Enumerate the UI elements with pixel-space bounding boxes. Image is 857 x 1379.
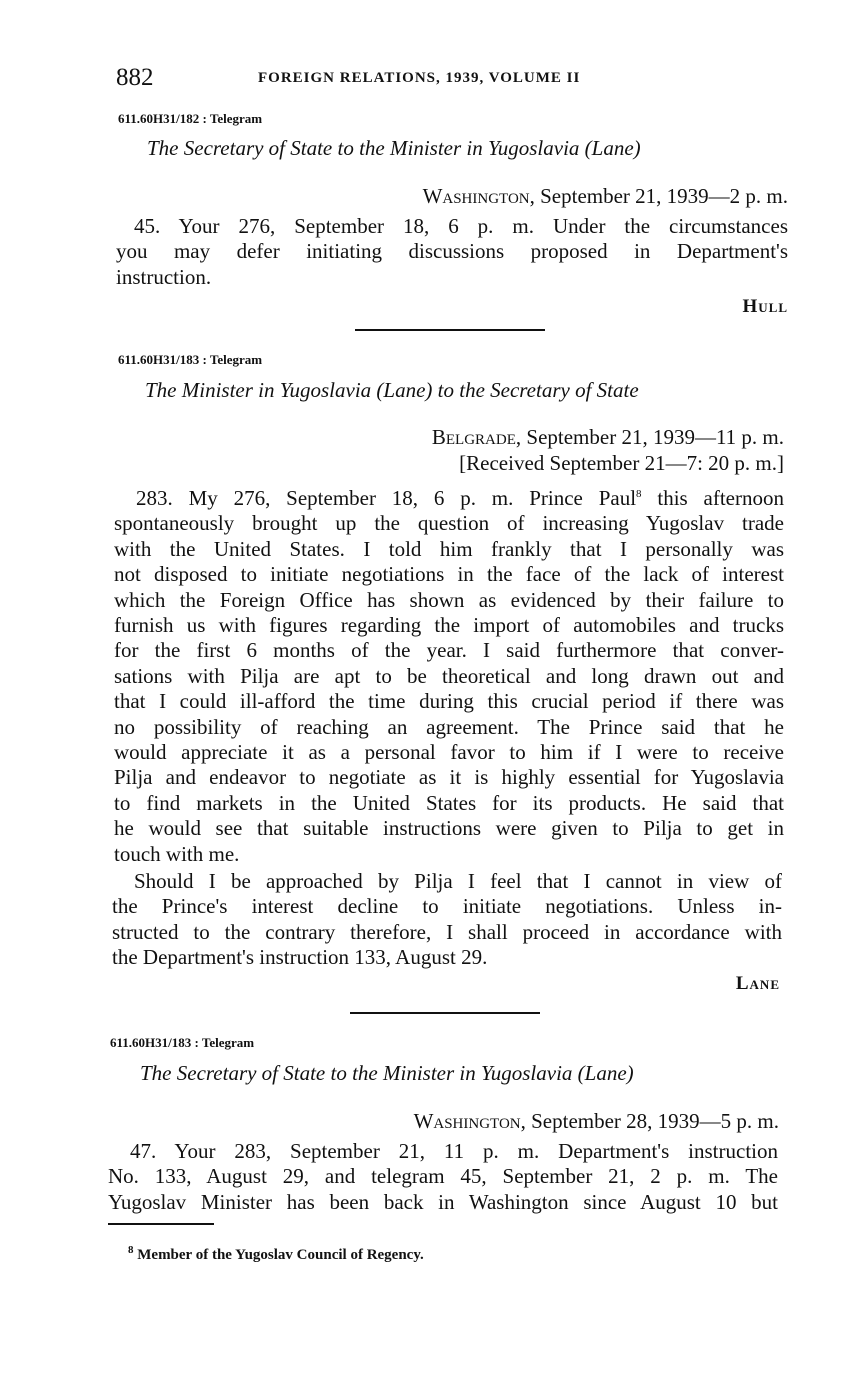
doc1-dateline [423, 184, 788, 209]
doc2-line: touch with me. [114, 841, 240, 866]
section-divider [350, 1012, 540, 1014]
doc2-line: sations with Pilja are apt to be theoretical and long drawn out and [114, 663, 784, 688]
doc2-paragraph-2 [112, 869, 782, 971]
doc2-heading: The Minister in Yugoslavia (Lane) to the Secretary of State [145, 378, 639, 402]
doc1-date: , September 21, 1939—2 p. m. [529, 184, 788, 208]
doc1-body [116, 214, 788, 290]
doc2-line: would appreciate it as a personal favor to him if I were to receive [114, 740, 784, 765]
doc3-line: No. 133, August 29, and telegram 45, September 21, 2 p. m. The [108, 1164, 778, 1189]
doc3-body [108, 1139, 778, 1215]
doc2-line: the Department's instruction 133, August 29. [112, 945, 488, 970]
doc3-date: , September 28, 1939—5 p. m. [520, 1109, 779, 1133]
doc2-line: he would see that suitable instructions were given to Pilja to get in [114, 816, 784, 841]
doc2-line: Pilja and endeavor to negotiate as it is highly essential for Yugoslavia [114, 765, 784, 790]
doc2-line: with the United States. I told him frankly that I personally was [114, 536, 784, 561]
doc2-date: , September 21, 1939—11 p. m. [515, 425, 784, 449]
doc2-place: Belgrade [431, 425, 516, 449]
doc2-line: which the Foreign Office has shown as evidenced by their failure to [114, 587, 784, 612]
doc2-line: that I could ill-afford the time during this crucial period if there was [114, 689, 784, 714]
doc1-heading: The Secretary of State to the Minister in Yugoslavia (Lane) [147, 136, 641, 160]
doc2-line: structed to the contrary therefore, I shall proceed in accordance with [112, 919, 782, 944]
footnote-marker: 8 [128, 1244, 134, 1256]
doc2-line: Should I be approached by Pilja I feel that I cannot in view of [134, 869, 782, 893]
doc1-line: instruction. [116, 264, 212, 289]
doc3-file-number: 611.60H31/183 : Telegram [110, 1035, 255, 1050]
doc1-signature: Hull [742, 296, 788, 317]
doc1-line: 45. Your 276, September 18, 6 p. m. Under the circumstances [134, 214, 788, 238]
doc2-line: spontaneously brought up the question of increasing Yugoslav trade [114, 511, 784, 536]
doc2-paragraph-1 [114, 482, 784, 867]
doc2-line: 283. My 276, September 18, 6 p. m. Prince Paul$^8$ this afternoon [136, 486, 784, 510]
doc2-line: to find markets in the United States for its products. He said that [114, 790, 784, 815]
doc3-place: Washington [413, 1109, 521, 1133]
doc1-place: Washington [422, 184, 530, 208]
doc2-line: for the first 6 months of the year. I said furthermore that conver- [114, 638, 784, 663]
doc2-signature: Lane [735, 973, 780, 994]
doc2-line: the Prince's interest decline to initiate negotiations. Unless in- [112, 894, 782, 919]
doc2-line: not disposed to initiate negotiations in the face of the lack of interest [114, 562, 784, 587]
doc2-file-number: 611.60H31/183 : Telegram [118, 352, 263, 367]
doc3-heading: The Secretary of State to the Minister in Yugoslavia (Lane) [140, 1061, 634, 1085]
footnote-divider [108, 1223, 214, 1225]
running-title: FOREIGN RELATIONS, 1939, VOLUME II [258, 70, 581, 86]
doc2-received: [Received September 21—7: 20 p. m.] [459, 451, 784, 475]
doc3-line: 47. Your 283, September 21, 11 p. m. Department's instruction [130, 1139, 778, 1163]
footnote-ref: 8 [636, 488, 642, 500]
page-number: 882 [116, 64, 154, 91]
doc3-dateline [414, 1109, 779, 1134]
doc1-file-number: 611.60H31/182 : Telegram [118, 111, 263, 126]
doc2-dateline [432, 425, 784, 450]
footnote-text: Member of the Yugoslav Council of Regency. [133, 1247, 424, 1263]
section-divider [355, 329, 545, 331]
doc2-line: no possibility of reaching an agreement. The Prince said that he [114, 714, 784, 739]
doc1-line: you may defer initiating discussions proposed in Department's [116, 239, 788, 264]
doc3-line: Yugoslav Minister has been back in Washington since August 10 but [108, 1189, 778, 1214]
footnote [128, 1244, 424, 1264]
doc2-line: furnish us with figures regarding the import of automobiles and trucks [114, 613, 784, 638]
